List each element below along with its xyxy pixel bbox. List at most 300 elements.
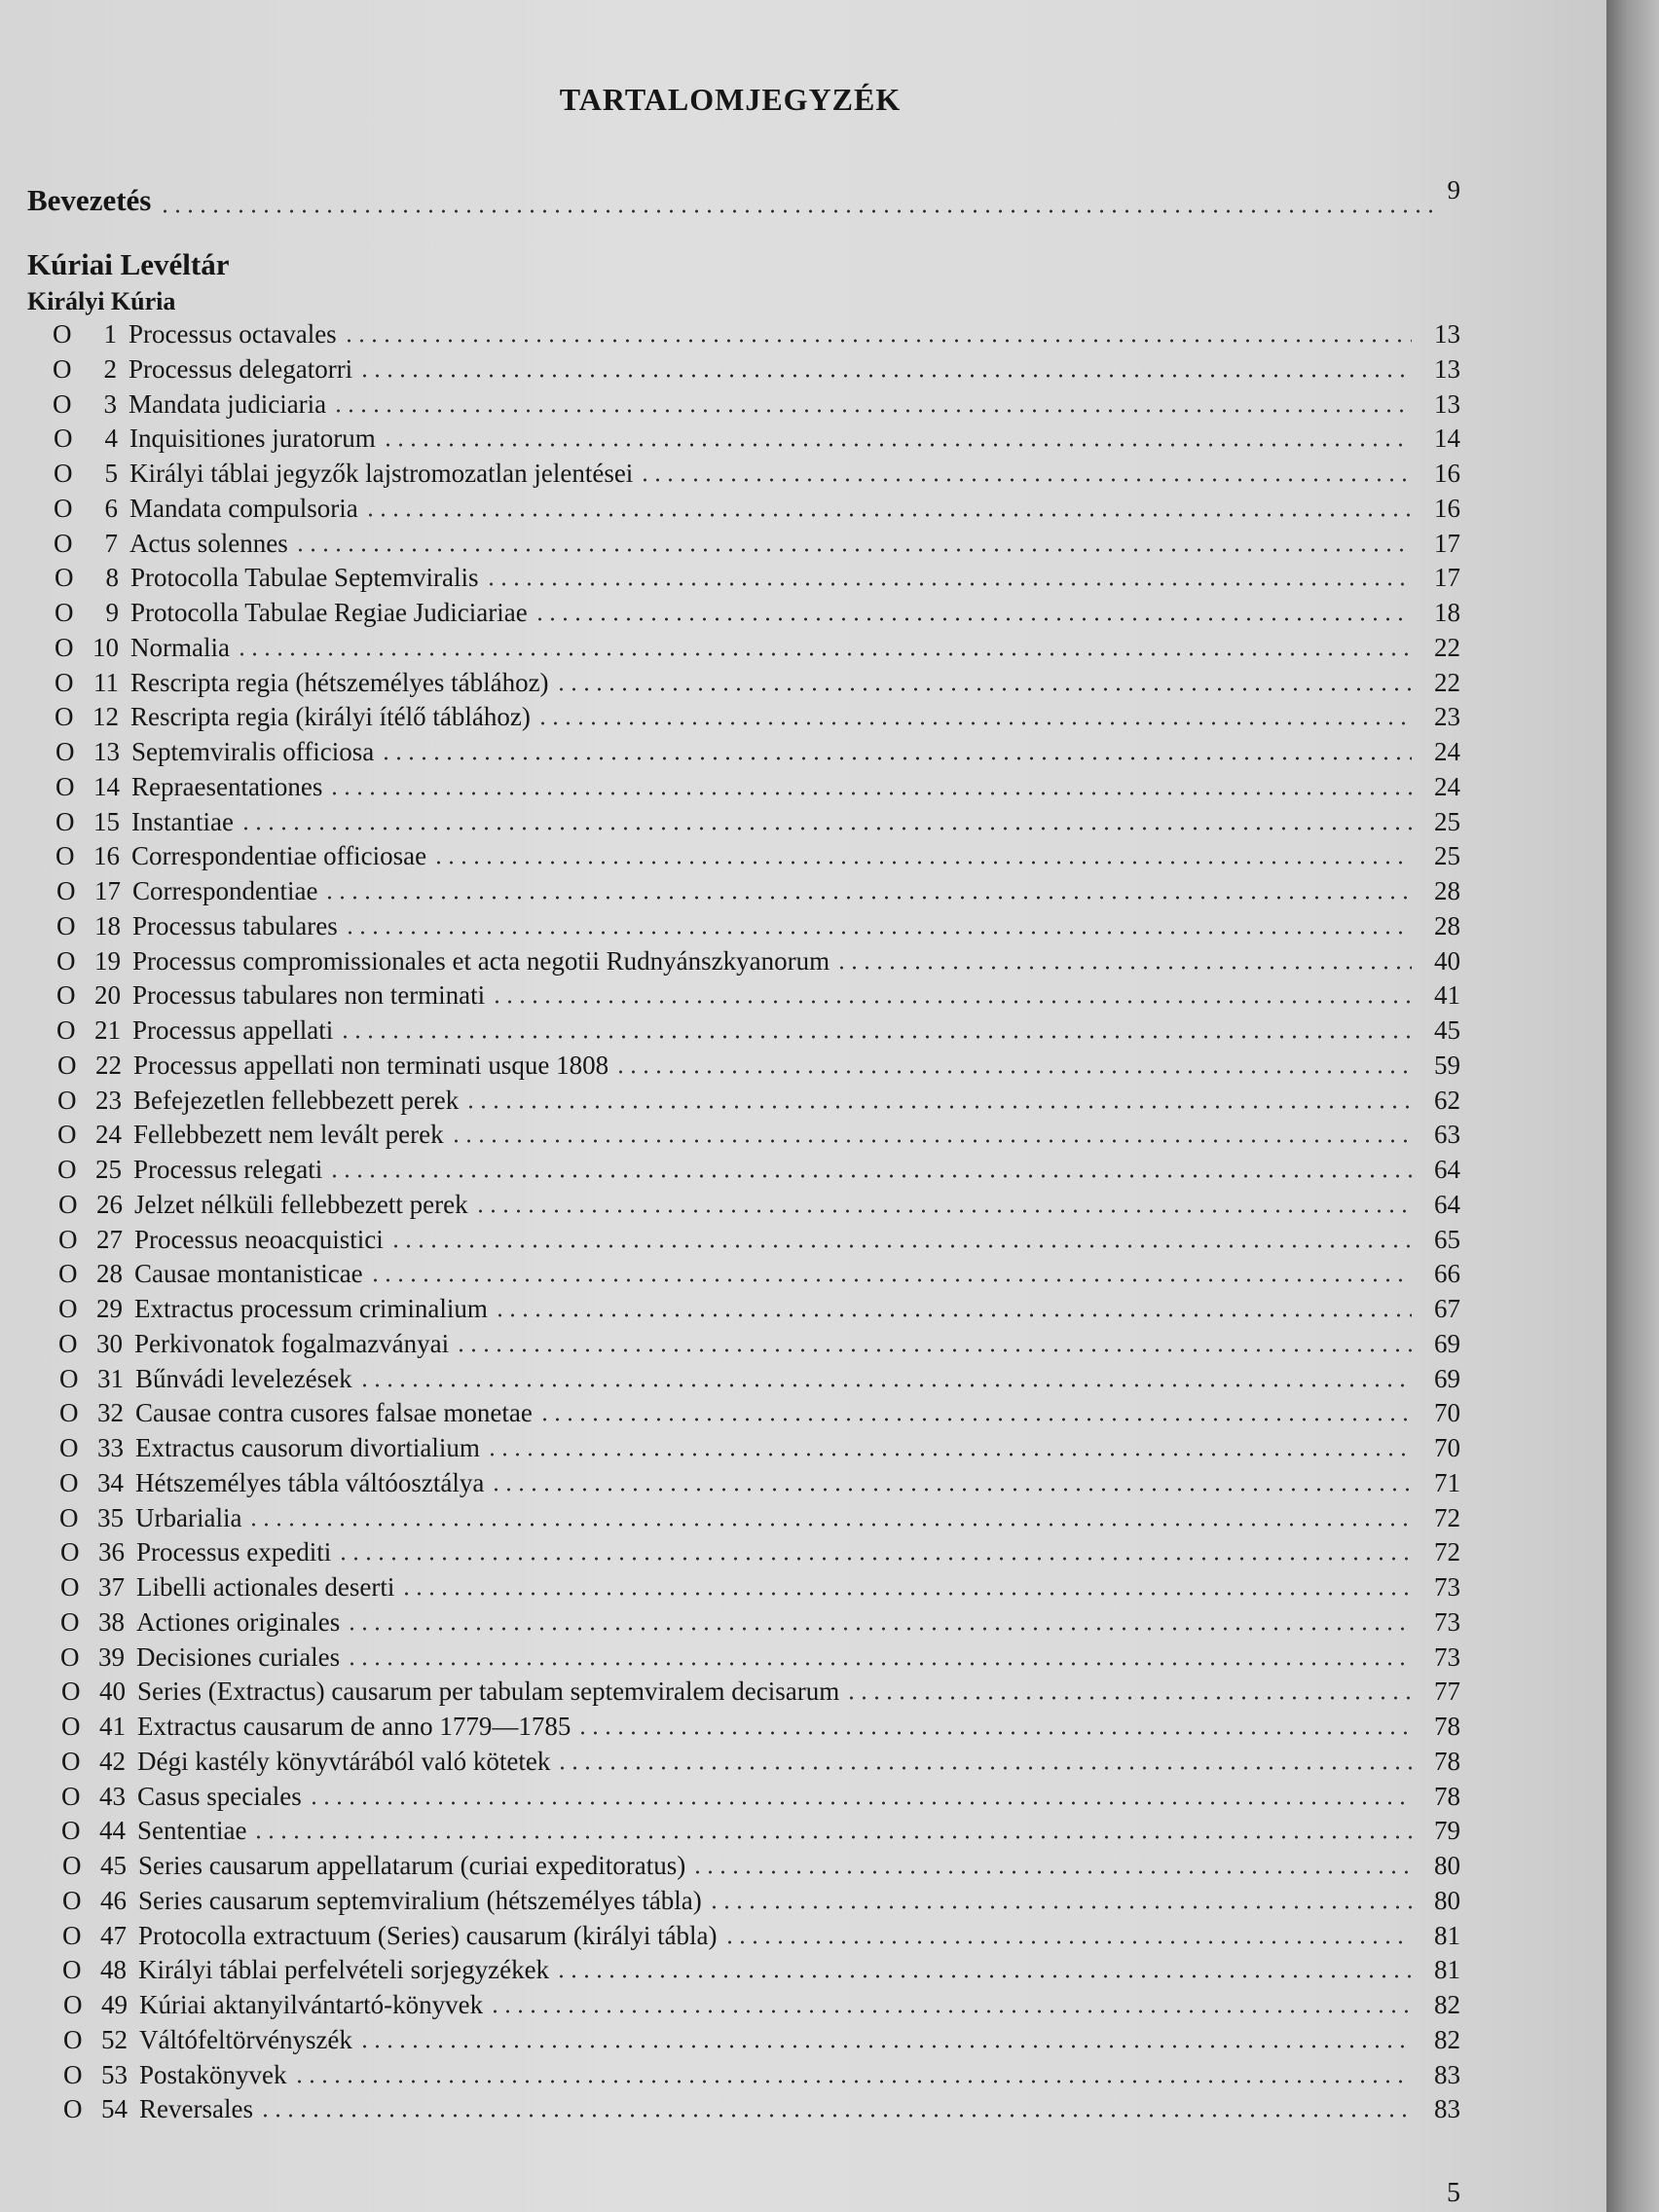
dot-leader: [346, 1661, 1412, 1667]
dot-leader: [252, 1834, 1412, 1840]
entry-label: Sententiae: [137, 1816, 247, 1845]
entry-prefix: O: [56, 876, 76, 905]
toc-entry: [60, 1570, 1460, 1604]
dot-leader: [490, 1487, 1412, 1493]
entry-label: Processus appellati: [132, 1015, 334, 1045]
toc-entry: [53, 352, 1460, 386]
entry-prefix: O: [61, 1816, 81, 1845]
entry-label: Váltófeltörvényszék: [139, 2025, 352, 2054]
entry-page-number: 65: [1434, 1225, 1460, 1254]
entry-prefix: O: [62, 1851, 82, 1880]
toc-entry: [57, 1118, 1460, 1151]
toc-entry: [59, 1431, 1460, 1464]
dot-leader: [343, 338, 1412, 344]
dot-leader: [344, 930, 1412, 936]
entry-label: Mandata judiciaria: [129, 389, 327, 419]
toc-entry: [55, 666, 1460, 699]
toc-entry: [61, 1814, 1460, 1847]
entry-label: Septemviralis officiosa: [131, 737, 375, 766]
entry-page-number: 82: [1434, 1990, 1460, 2019]
entry-prefix: O: [53, 319, 72, 349]
entry-label: Extractus causorum divortialium: [135, 1433, 480, 1462]
entry-label: Protocolla Tabulae Regiae Judiciariae: [130, 598, 528, 627]
entry-number: 26: [96, 1190, 123, 1219]
entry-prefix: O: [61, 1782, 81, 1811]
entry-page-number: 41: [1434, 980, 1460, 1010]
toc-entry: [61, 1780, 1460, 1813]
dot-leader: [835, 965, 1412, 971]
entry-label: Processus expediti: [136, 1537, 332, 1567]
entry-number: 9: [105, 598, 119, 627]
entry-page-number: 28: [1434, 876, 1460, 905]
entry-prefix: O: [55, 668, 74, 697]
entry-number: 40: [99, 1677, 126, 1706]
entry-number: 42: [99, 1747, 126, 1776]
entry-prefix: O: [54, 494, 73, 523]
toc-entry: [62, 1919, 1460, 1952]
entry-number: 23: [95, 1086, 122, 1115]
entry-page-number: 17: [1434, 529, 1460, 558]
entry-number: 10: [92, 633, 119, 662]
entry-number: 13: [93, 737, 120, 766]
entry-page-number: 81: [1434, 1921, 1460, 1950]
entry-number: 3: [103, 389, 117, 419]
entry-page-number: 14: [1434, 424, 1460, 453]
entry-page-number: 25: [1434, 841, 1460, 870]
entry-label: Series (Extractus) causarum per tabulam septemviralem decisarum: [137, 1677, 840, 1706]
dot-leader: [494, 1312, 1412, 1318]
entry-prefix: O: [55, 563, 74, 592]
entry-label: Rescripta regia (királyi ítélő táblához): [130, 702, 531, 731]
dot-leader: [536, 720, 1412, 726]
dot-leader: [450, 1138, 1412, 1144]
dot-leader: [432, 860, 1412, 866]
dot-leader: [346, 1626, 1412, 1632]
entry-number: 28: [96, 1259, 123, 1288]
entry-page-number: 22: [1434, 633, 1460, 662]
dot-leader: [556, 1765, 1412, 1771]
entry-page-number: 59: [1434, 1051, 1460, 1080]
entry-page-number: 73: [1434, 1572, 1460, 1602]
dot-leader: [259, 2113, 1412, 2119]
entry-prefix: O: [57, 1051, 77, 1080]
entry-prefix: O: [55, 807, 75, 836]
entry-label: Causae montanisticae: [134, 1259, 363, 1288]
entry-number: 48: [100, 1955, 127, 1984]
entry-label: Decisiones curiales: [136, 1642, 341, 1672]
entry-page-number: 71: [1434, 1468, 1460, 1497]
subsection-heading: Királyi Kúria: [27, 287, 176, 315]
dot-leader: [332, 408, 1412, 414]
toc-entry: [56, 978, 1460, 1012]
entry-label: Processus compromissionales et acta negotii Rudnyánszkyanorum: [132, 946, 830, 976]
entry-page-number: 73: [1434, 1607, 1460, 1637]
entry-page-number: 17: [1434, 563, 1460, 592]
toc-entry: [58, 1257, 1460, 1290]
entry-number: 19: [94, 946, 121, 976]
toc-entry: [55, 631, 1460, 664]
entry-number: 33: [97, 1433, 124, 1462]
toc-entry: [53, 317, 1460, 350]
entry-number: 34: [97, 1468, 124, 1497]
toc-entry: [60, 1641, 1460, 1674]
dot-leader: [364, 512, 1412, 518]
entry-prefix: O: [62, 1921, 82, 1950]
toc-entry: [59, 1466, 1460, 1499]
toc-entry: [61, 1745, 1460, 1778]
entry-page-number: 25: [1434, 807, 1460, 836]
entry-label: Mandata compulsoria: [129, 494, 358, 523]
entry-label: Hétszemélyes tábla váltóosztálya: [135, 1468, 485, 1497]
toc-entry: [62, 1953, 1460, 1986]
entry-page-number: 78: [1434, 1782, 1460, 1811]
toc-entry: [56, 1014, 1460, 1047]
toc-entry: [62, 1849, 1460, 1882]
entry-page-number: 13: [1434, 389, 1460, 419]
book-edge: [1606, 0, 1659, 2212]
dot-leader: [491, 999, 1412, 1005]
entry-label: Kúriai aktanyilvántartó-könyvek: [139, 1990, 484, 2019]
entry-number: 52: [101, 2025, 128, 2054]
toc-entry: [60, 1535, 1460, 1568]
entry-label: Normalia: [130, 633, 230, 662]
entry-page-number: 13: [1434, 354, 1460, 384]
entry-label: Actus solennes: [129, 529, 288, 558]
dot-leader: [538, 1417, 1412, 1422]
entry-number: 14: [93, 772, 120, 801]
dot-leader: [339, 1034, 1412, 1040]
entry-prefix: O: [60, 1607, 80, 1637]
entry-prefix: O: [58, 1294, 78, 1323]
entry-page-number: 78: [1434, 1747, 1460, 1776]
entry-page-number: 79: [1434, 1816, 1460, 1845]
entry-page-number: 22: [1434, 668, 1460, 697]
entry-label: Processus octavales: [129, 319, 337, 349]
entry-number: 45: [100, 1851, 127, 1880]
entry-label: Correspondentiae: [132, 876, 318, 905]
entry-prefix: O: [53, 389, 72, 419]
entry-label: Befejezetlen fellebbezett perek: [133, 1086, 460, 1115]
entry-prefix: O: [57, 1086, 77, 1115]
entry-page-number: 64: [1434, 1155, 1460, 1184]
entry-page-number: 72: [1434, 1503, 1460, 1532]
dot-leader: [486, 1452, 1412, 1457]
dot-leader: [639, 477, 1412, 483]
entry-label: Bűnvádi levelezések: [135, 1364, 352, 1393]
toc-entry: [57, 1049, 1460, 1082]
entry-prefix: O: [57, 1155, 77, 1184]
entry-label: Series causarum appellatarum (curiai expeditoratus): [138, 1851, 686, 1880]
entry-page-number: 81: [1434, 1955, 1460, 1984]
entry-prefix: O: [59, 1364, 79, 1393]
toc-entry: [63, 2058, 1460, 2091]
entry-number: 6: [104, 494, 118, 523]
entry-number: 47: [100, 1921, 127, 1950]
entry-number: 22: [95, 1051, 122, 1080]
entry-number: 54: [101, 2094, 128, 2123]
entry-prefix: O: [63, 2060, 83, 2089]
dot-leader: [236, 651, 1412, 657]
toc-entry: [59, 1501, 1460, 1534]
entry-page-number: 80: [1434, 1851, 1460, 1880]
entry-label: Series causarum septemviralium (hétszemélyes tábla): [138, 1886, 702, 1915]
entry-label: Királyi táblai perfelvételi sorjegyzékek: [138, 1955, 550, 1984]
entry-page-number: 66: [1434, 1259, 1460, 1288]
dot-leader: [691, 1869, 1412, 1875]
dot-leader: [485, 581, 1412, 587]
toc-entry: [61, 1675, 1460, 1708]
dot-leader: [323, 895, 1412, 901]
entry-prefix: O: [55, 772, 75, 801]
toc-entry: [54, 422, 1460, 455]
entry-number: 53: [101, 2060, 128, 2089]
entry-label: Processus tabulares: [132, 911, 338, 940]
toc-entry: [54, 457, 1460, 490]
dot-leader: [358, 2044, 1412, 2049]
entry-number: 43: [99, 1782, 126, 1811]
entry-label: Reversales: [139, 2094, 253, 2123]
entry-prefix: O: [63, 2094, 83, 2123]
dot-leader: [337, 1556, 1412, 1562]
entry-page-number: 69: [1434, 1364, 1460, 1393]
dot-leader: [240, 826, 1412, 831]
entry-page-number: 13: [1434, 319, 1460, 349]
entry-label: Processus relegati: [133, 1155, 323, 1184]
toc-entry: [54, 527, 1460, 560]
entry-prefix: O: [62, 1955, 82, 1984]
toc-entry: [56, 874, 1460, 907]
entry-prefix: O: [56, 946, 76, 976]
dot-leader: [555, 686, 1412, 692]
entry-page-number: 83: [1434, 2094, 1460, 2123]
entry-number: 16: [93, 841, 120, 870]
entry-label: Actiones originales: [136, 1607, 341, 1637]
dot-leader: [534, 616, 1412, 622]
entry-label: Perkivonatok fogalmazványai: [134, 1329, 450, 1358]
entry-number: 49: [101, 1990, 128, 2019]
entry-page-number: 24: [1434, 772, 1460, 801]
dot-leader: [389, 1243, 1412, 1249]
entry-number: 20: [94, 980, 121, 1010]
page-folio: 5: [1447, 2178, 1460, 2208]
dot-leader: [247, 1522, 1412, 1528]
entry-prefix: O: [58, 1329, 78, 1358]
toc-entry: [59, 1396, 1460, 1429]
toc-entry: [58, 1327, 1460, 1360]
toc-entry: [57, 1153, 1460, 1186]
dot-leader: [159, 208, 1439, 214]
section-heading: Kúriai Levéltár: [27, 247, 230, 281]
dot-leader: [455, 1347, 1412, 1353]
toc-entry: [57, 1084, 1460, 1117]
entry-label: Extractus causarum de anno 1779—1785: [137, 1712, 571, 1741]
entry-prefix: O: [60, 1642, 80, 1672]
entry-number: 38: [98, 1607, 125, 1637]
entry-label: Processus appellati non terminati usque 1808: [133, 1051, 609, 1080]
entry-number: 18: [94, 911, 121, 940]
toc-entry: [55, 770, 1460, 803]
entry-prefix: O: [58, 1259, 78, 1288]
dot-leader: [464, 1104, 1412, 1110]
toc-entry: [55, 596, 1460, 629]
entry-page-number: 83: [1434, 2060, 1460, 2089]
toc-entry: [63, 2092, 1460, 2125]
entry-page-number: 16: [1434, 459, 1460, 488]
dot-leader: [358, 373, 1412, 379]
entry-number: 25: [95, 1155, 122, 1184]
entry-page-number: 70: [1434, 1398, 1460, 1427]
entry-prefix: O: [57, 1120, 77, 1149]
entry-number: 2: [103, 354, 117, 384]
entry-number: 12: [92, 702, 119, 731]
entry-number: 29: [96, 1294, 123, 1323]
entry-prefix: O: [63, 2025, 83, 2054]
entry-page-number: 73: [1434, 1642, 1460, 1672]
dot-leader: [328, 1173, 1412, 1179]
entry-page-number: 63: [1434, 1120, 1460, 1149]
entry-page-number: 82: [1434, 2025, 1460, 2054]
entry-page-number: 78: [1434, 1712, 1460, 1741]
entry-prefix: O: [55, 598, 74, 627]
entry-number: 5: [104, 459, 118, 488]
dot-leader: [382, 442, 1412, 448]
entry-prefix: O: [55, 841, 75, 870]
toc-entry: [62, 1884, 1460, 1917]
entry-prefix: O: [58, 1225, 78, 1254]
dot-leader: [576, 1730, 1412, 1736]
intro-page-number: 9: [1447, 175, 1460, 204]
toc-entry: [59, 1362, 1460, 1395]
entry-prefix: O: [56, 980, 76, 1010]
toc-entry: [58, 1292, 1460, 1325]
entry-prefix: O: [59, 1398, 79, 1427]
entry-number: 17: [94, 876, 121, 905]
entry-label: Correspondentiae officiosae: [131, 841, 427, 870]
entry-page-number: 69: [1434, 1329, 1460, 1358]
entry-number: 15: [93, 807, 120, 836]
entry-page-number: 40: [1434, 946, 1460, 976]
entry-label: Causae contra cusores falsae monetae: [135, 1398, 533, 1427]
entry-prefix: O: [58, 1190, 78, 1219]
toc-entry: [55, 561, 1460, 594]
dot-leader: [308, 1800, 1412, 1806]
dot-leader: [328, 791, 1412, 796]
entry-label: Casus speciales: [137, 1782, 302, 1811]
entry-page-number: 72: [1434, 1537, 1460, 1567]
entry-prefix: O: [53, 354, 72, 384]
toc-entry: [58, 1188, 1460, 1221]
entry-page-number: 16: [1434, 494, 1460, 523]
dot-leader: [474, 1208, 1412, 1214]
toc-entry: [56, 909, 1460, 942]
entry-page-number: 18: [1434, 598, 1460, 627]
dot-leader: [555, 1973, 1412, 1979]
toc-entry: [61, 1710, 1460, 1743]
entry-prefix: O: [63, 1990, 83, 2019]
entry-number: 21: [94, 1015, 121, 1045]
entry-prefix: O: [54, 424, 73, 453]
dot-leader: [294, 547, 1412, 553]
entry-number: 32: [97, 1398, 124, 1427]
entry-label: Dégi kastély könyvtárából való kötetek: [137, 1747, 551, 1776]
entry-number: 31: [97, 1364, 124, 1393]
entry-page-number: 24: [1434, 737, 1460, 766]
entry-number: 30: [96, 1329, 123, 1358]
entry-label: Repraesentationes: [131, 772, 323, 801]
entry-number: 36: [98, 1537, 125, 1567]
toc-entry: [54, 492, 1460, 525]
entry-prefix: O: [54, 459, 73, 488]
toc-intro-row: [27, 175, 1460, 222]
entry-number: 39: [98, 1642, 125, 1672]
entry-prefix: O: [59, 1433, 79, 1462]
dot-leader: [369, 1277, 1412, 1283]
entry-label: Instantiae: [131, 807, 234, 836]
entry-prefix: O: [60, 1537, 80, 1567]
entry-prefix: O: [55, 702, 74, 731]
entry-number: 35: [97, 1503, 124, 1532]
entry-label: Jelzet nélküli fellebbezett perek: [134, 1190, 468, 1219]
entry-number: 41: [99, 1712, 126, 1741]
dot-leader: [358, 1382, 1412, 1388]
entry-label: Postakönyvek: [139, 2060, 287, 2089]
entry-label: Extractus processum criminalium: [134, 1294, 488, 1323]
entry-number: 37: [98, 1572, 125, 1602]
entry-label: Libelli actionales deserti: [136, 1572, 395, 1602]
entry-prefix: O: [61, 1747, 81, 1776]
dot-leader: [723, 1939, 1412, 1945]
toc-entry: [55, 839, 1460, 872]
toc-entry: [63, 2023, 1460, 2056]
toc-entry: [58, 1223, 1460, 1256]
toc-entry: [55, 805, 1460, 838]
entry-prefix: O: [55, 633, 74, 662]
dot-leader: [380, 756, 1412, 761]
entry-page-number: 23: [1434, 702, 1460, 731]
entry-label: Urbarialia: [135, 1503, 242, 1532]
entry-label: Rescripta regia (hétszemélyes táblához): [130, 668, 549, 697]
dot-leader: [293, 2079, 1413, 2084]
dot-leader: [845, 1695, 1412, 1701]
entry-page-number: 67: [1434, 1294, 1460, 1323]
dot-leader: [614, 1069, 1412, 1075]
entry-prefix: O: [62, 1886, 82, 1915]
entry-prefix: O: [56, 911, 76, 940]
entry-label: Protocolla extractuum (Series) causarum (királyi tábla): [138, 1921, 718, 1950]
entry-prefix: O: [61, 1677, 81, 1706]
entry-label: Processus tabulares non terminati: [132, 980, 486, 1010]
entry-page-number: 70: [1434, 1433, 1460, 1462]
entry-number: 11: [93, 668, 119, 697]
toc-entry: [60, 1605, 1460, 1639]
toc-entry: [56, 944, 1460, 977]
entry-number: 1: [103, 319, 117, 349]
entry-prefix: O: [55, 737, 75, 766]
entry-number: 46: [100, 1886, 127, 1915]
toc-entry: [53, 387, 1460, 421]
toc-entry: [63, 1988, 1460, 2021]
entry-label: Inquisitiones juratorum: [129, 424, 376, 453]
entry-label: Protocolla Tabulae Septemviralis: [130, 563, 479, 592]
entry-prefix: O: [60, 1572, 80, 1602]
page-title: TARTALOMJEGYZÉK: [559, 82, 902, 117]
entry-page-number: 62: [1434, 1086, 1460, 1115]
entry-label: Processus neoacquistici: [134, 1225, 384, 1254]
toc-entry: [55, 735, 1460, 768]
entry-number: 44: [99, 1816, 126, 1845]
toc-entry: [55, 700, 1460, 733]
entry-page-number: 64: [1434, 1190, 1460, 1219]
